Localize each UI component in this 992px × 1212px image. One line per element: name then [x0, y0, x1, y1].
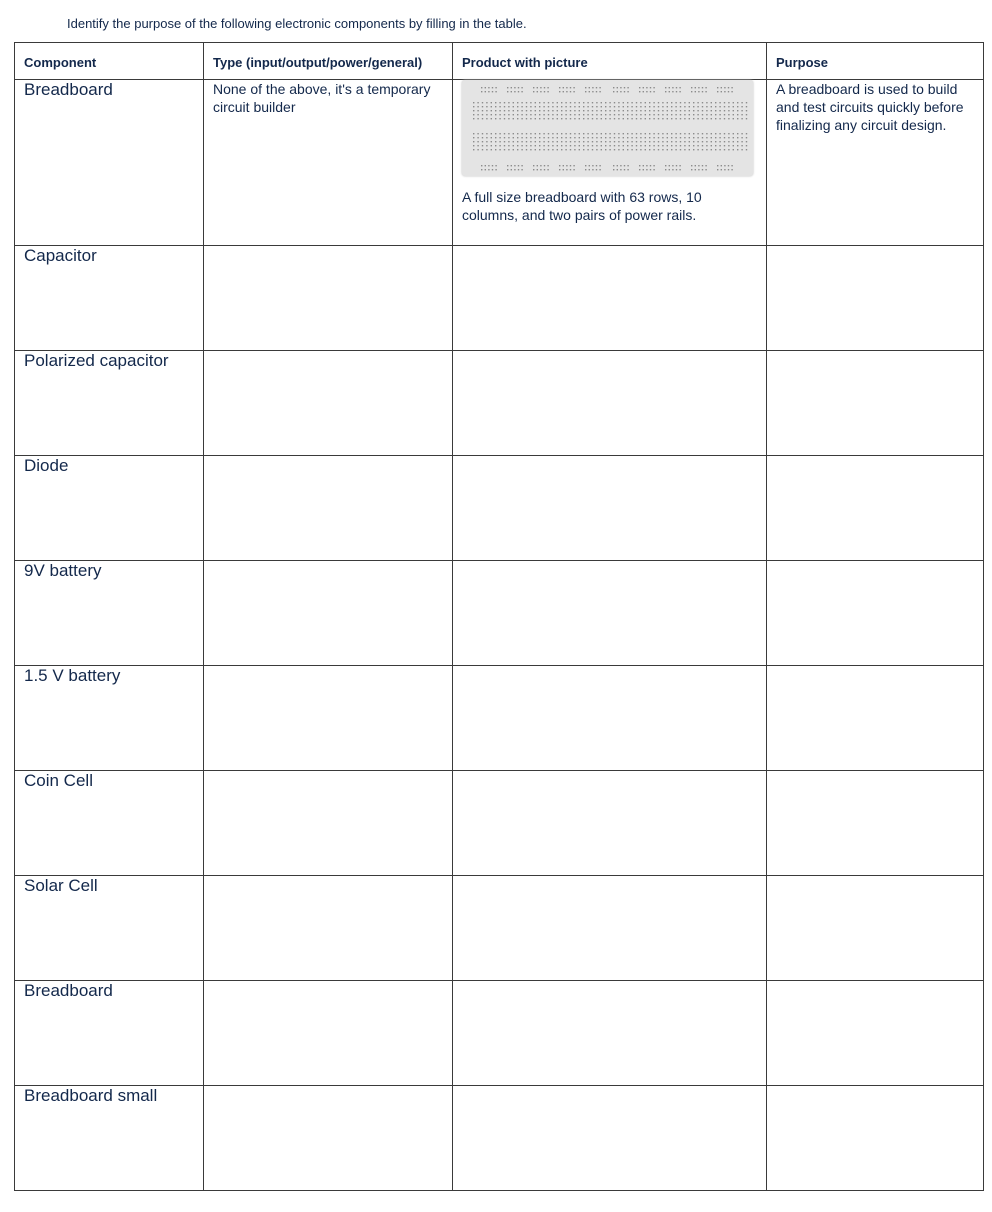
purpose-cell[interactable] [767, 771, 984, 876]
type-cell[interactable] [204, 876, 453, 981]
header-purpose: Purpose [767, 43, 984, 80]
instruction-text: Identify the purpose of the following electronic components by filling in the table. [67, 16, 527, 31]
product-cell[interactable] [453, 456, 767, 561]
table-row [15, 1086, 984, 1191]
product-cell [453, 80, 767, 246]
components-table [14, 42, 984, 1191]
purpose-cell[interactable] [767, 876, 984, 981]
header-product: Product with picture [453, 43, 767, 80]
header-row [15, 43, 984, 80]
purpose-cell[interactable] [767, 456, 984, 561]
purpose-cell[interactable] [767, 666, 984, 771]
purpose-cell[interactable] [767, 1086, 984, 1191]
type-cell[interactable] [204, 666, 453, 771]
type-cell[interactable]: None of the above, it's a temporary circuit builder [204, 80, 453, 246]
purpose-cell[interactable] [767, 246, 984, 351]
type-cell[interactable] [204, 351, 453, 456]
product-cell[interactable] [453, 351, 767, 456]
type-cell[interactable] [204, 1086, 453, 1191]
product-cell[interactable] [453, 666, 767, 771]
header-type: Type (input/output/power/general) [204, 43, 453, 80]
table-row [15, 561, 984, 666]
product-cell[interactable] [453, 1086, 767, 1191]
breadboard-picture [462, 80, 753, 176]
type-cell[interactable] [204, 981, 453, 1086]
table-row [15, 771, 984, 876]
component-cell: Breadboard [15, 981, 204, 1086]
component-cell: Polarized capacitor [15, 351, 204, 456]
component-cell: Coin Cell [15, 771, 204, 876]
product-cell[interactable] [453, 561, 767, 666]
product-cell[interactable] [453, 876, 767, 981]
table-row [15, 80, 984, 246]
component-cell: Breadboard [15, 80, 204, 246]
product-cell[interactable] [453, 981, 767, 1086]
component-cell: 9V battery [15, 561, 204, 666]
breadboard-image [462, 80, 753, 176]
purpose-cell[interactable]: A breadboard is used to build and test circuits quickly before finalizing any circuit design. [767, 80, 984, 246]
component-cell: Breadboard small [15, 1086, 204, 1191]
type-cell[interactable] [204, 561, 453, 666]
table-row [15, 246, 984, 351]
product-cell[interactable] [453, 246, 767, 351]
header-component: Component [15, 43, 204, 80]
table-row [15, 351, 984, 456]
table-row [15, 981, 984, 1086]
table-row [15, 876, 984, 981]
type-cell[interactable] [204, 246, 453, 351]
component-cell: 1.5 V battery [15, 666, 204, 771]
type-cell[interactable] [204, 456, 453, 561]
table-row [15, 456, 984, 561]
table-row [15, 666, 984, 771]
product-cell[interactable] [453, 771, 767, 876]
purpose-cell[interactable] [767, 981, 984, 1086]
component-cell: Solar Cell [15, 876, 204, 981]
product-caption: A full size breadboard with 63 rows, 10 columns, and two pairs of power rails. [462, 189, 702, 223]
component-cell: Capacitor [15, 246, 204, 351]
purpose-cell[interactable] [767, 351, 984, 456]
purpose-cell[interactable] [767, 561, 984, 666]
component-cell: Diode [15, 456, 204, 561]
type-cell[interactable] [204, 771, 453, 876]
